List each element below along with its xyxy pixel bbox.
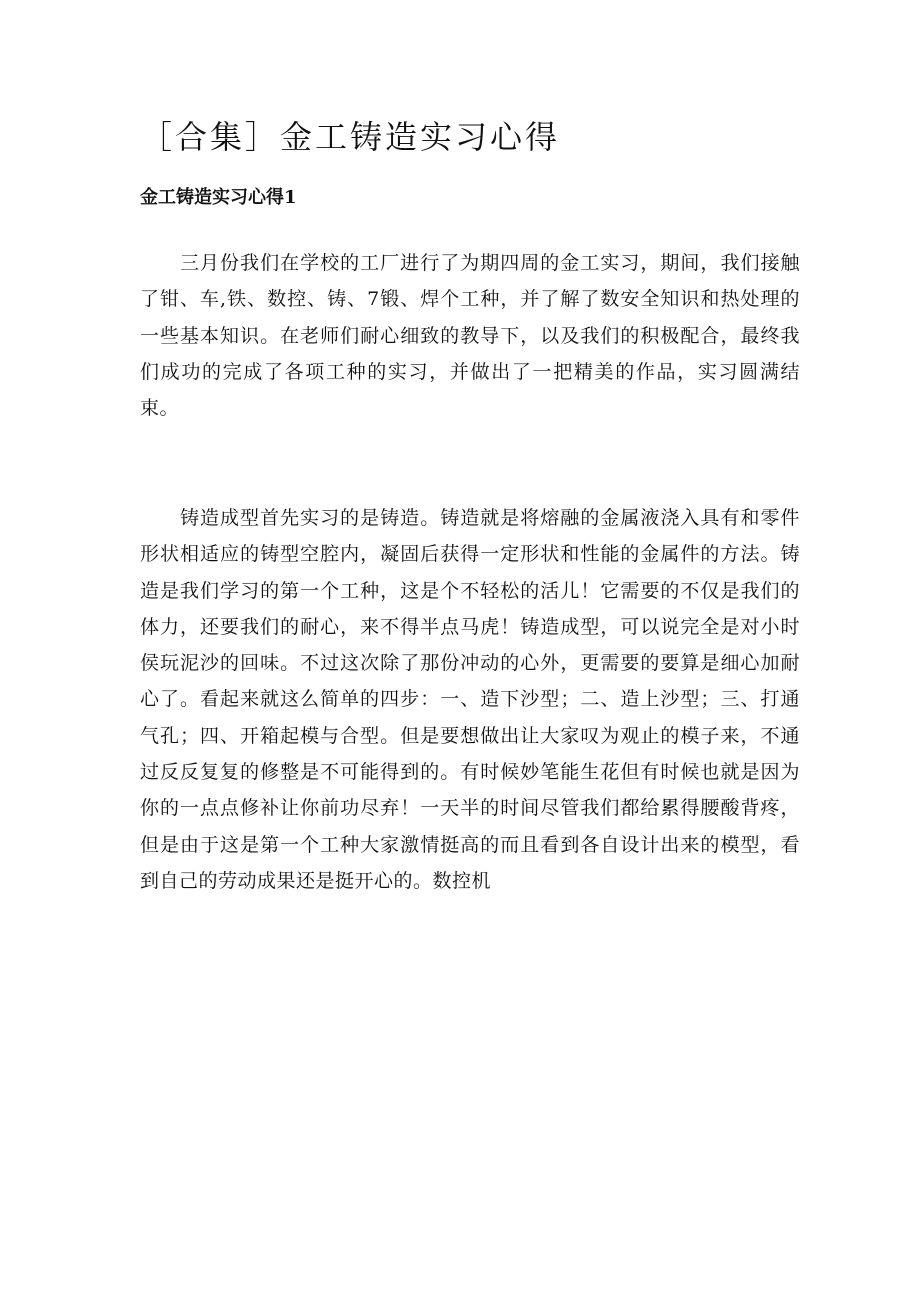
document-title: ［合集］金工铸造实习心得 [140, 118, 561, 156]
body-paragraph: 三月份我们在学校的工厂进行了为期四周的金工实习，期间，我们接触了钳、车,铁、数控、铸、7锻、焊个工种，并了解了数安全知识和热处理的一些基本知识。在老师们耐心细致的教导下，以及我们的积极配合，最终我们成功的完成了各项工种的实习，并做出了一把精美的作品，实习圆满结束。 [140, 252, 800, 420]
body-paragraph: 铸造成型首先实习的是铸造。铸造就是将熔融的金属液浇入具有和零件形状相适应的铸型空腔内，凝固后获得一定形状和性能的金属件的方法。铸造是我们学习的第一个工种，这是个不轻松的活儿！它需要的不仅是我们的体力，还要我们的耐心，来不得半点马虎！铸造成型，可以说完全是对小时侯玩泥沙的回味。不过这次除了那份冲动的心外，更需要的要算是细心加耐心了。看起来就这么简单的四步：一、造下沙型；二、造上沙型；三、打通气孔；四、开箱起模与合型。但是要想做出让大家叹为观止的模子来，不通过反反复复的修整是不可能得到的。有时候妙笔能生花但有时候也就是因为你的一点点修补让你前功尽弃！一天半的时间尽管我们都给累得腰酸背疼，但是由于这是第一个工种大家激情挺高的而且看到各自设计出来的模型，看到自己的劳动成果还是挺开心的。数控机 [140, 507, 800, 892]
section-heading: 金工铸造实习心得1 [140, 187, 297, 208]
